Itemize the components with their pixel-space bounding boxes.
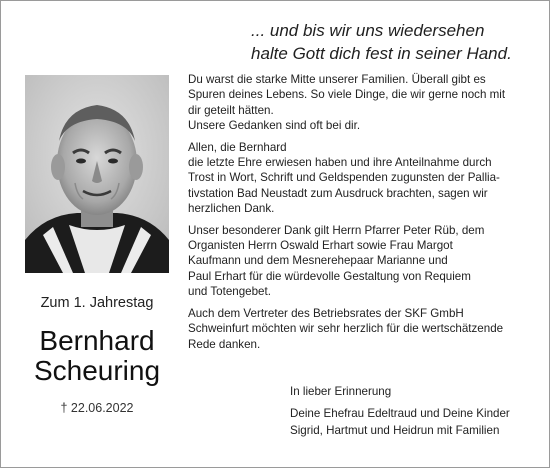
signature-block — [290, 383, 510, 440]
text-line: Spuren deines Lebens. So viele Dinge, die wir gerne noch mit — [188, 88, 506, 102]
text-line: Rede danken. — [188, 337, 261, 351]
signature-greeting: In lieber Erinnerung — [290, 385, 392, 398]
text-line: Unser besonderer Dank gilt Herrn Pfarrer Peter Rüb, dem — [188, 223, 485, 237]
text-line: Auch dem Vertreter des Betriebsrates der SKF GmbH — [188, 306, 464, 320]
signature-line-2: Sigrid, Hartmut und Heidrun mit Familien — [290, 424, 500, 437]
verse-line-2: halte Gott dich fest in seiner Hand. — [251, 44, 512, 63]
death-date: † 22.06.2022 — [60, 401, 134, 415]
portrait-photo — [25, 75, 169, 273]
text-line: Du warst die starke Mitte unserer Familien. Überall gibt es — [188, 73, 486, 86]
paragraph-tribute — [188, 72, 538, 134]
text-line: und Totengebet. — [188, 285, 271, 299]
portrait-photo-icon — [25, 75, 169, 273]
text-line: herzlichen Dank. — [188, 202, 275, 216]
paragraph-special-thanks — [188, 223, 538, 300]
paragraph-works-council — [188, 306, 538, 352]
verse-quote — [251, 19, 512, 65]
text-line: Organisten Herrn Oswald Erhart sowie Frau Margot — [188, 239, 453, 253]
text-line: Kaufmann und dem Mesnerehepaar Marianne und — [188, 254, 448, 268]
deceased-last-name: Scheuring — [33, 355, 161, 386]
signature-line-1: Deine Ehefrau Edeltraud und Deine Kinder — [290, 406, 510, 420]
paragraph-thanks — [188, 140, 538, 217]
text-line: Trost in Wort, Schrift und Geldspenden zugunsten der Pallia- — [188, 171, 500, 185]
text-line: Paul Erhart für die würdevolle Gestaltung von Requiem — [188, 269, 471, 283]
text-line: Unsere Gedanken sind oft bei dir. — [188, 119, 361, 133]
anniversary-label: Zum 1. Jahrestag — [40, 295, 154, 311]
text-line: dir geteilt hätten. — [188, 103, 274, 117]
text-line: Schweinfurt möchten wir sehr herzlich für die wertschätzende — [188, 322, 504, 336]
message-body — [188, 72, 538, 358]
verse-line-1: ... und bis wir uns wiedersehen — [251, 21, 485, 40]
text-line: Allen, die Bernhard — [188, 140, 287, 154]
deceased-first-name: Bernhard — [39, 325, 155, 356]
text-line: tivstation Bad Neustadt zum Ausdruck brachten, sagen wir — [188, 186, 488, 200]
text-line: die letzte Ehre erwiesen haben und ihre Anteilnahme durch — [188, 156, 492, 170]
